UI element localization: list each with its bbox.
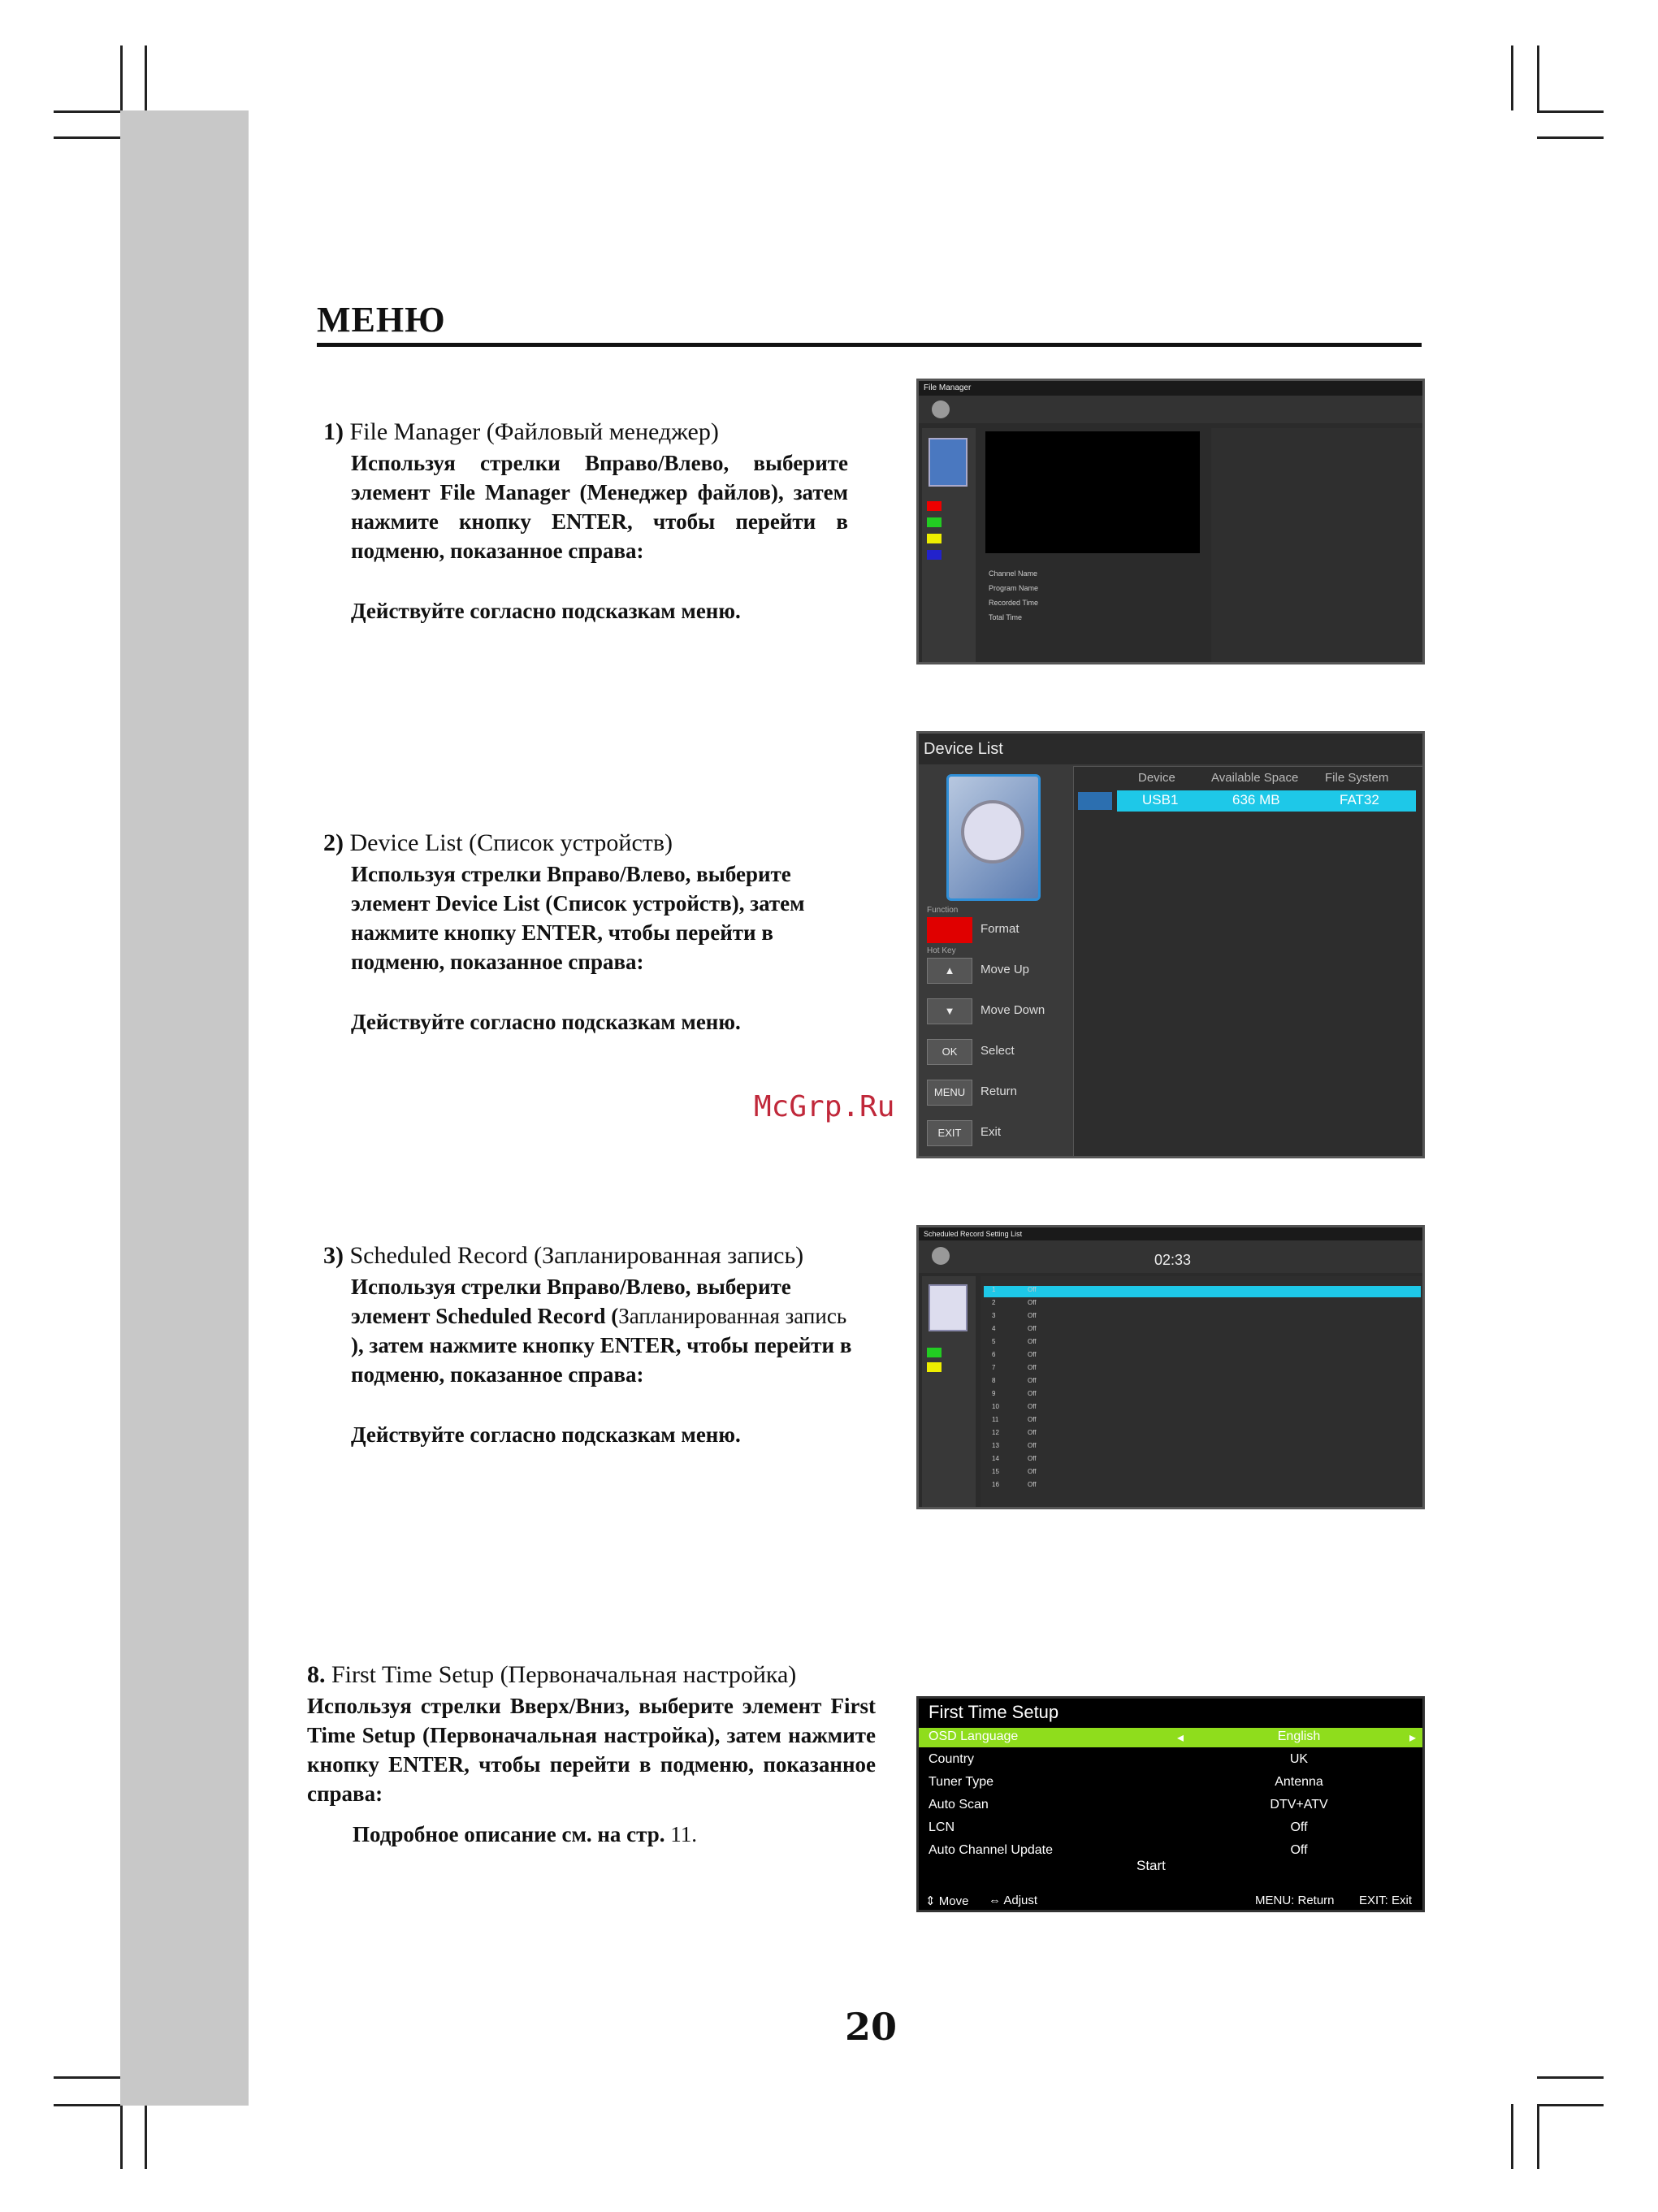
setup-value: English [1277,1729,1321,1743]
record-row[interactable] [984,1403,1421,1414]
disc-icon [932,1247,950,1265]
yellow-key-icon [927,1362,942,1372]
section-note: Подробное описание см. на стр. 11. [353,1822,697,1846]
section-title: File Manager (Файловый менеджер) [349,418,719,445]
heading-rule [317,343,1422,347]
record-number: 2 [992,1299,996,1306]
setup-value: Off [1290,1820,1308,1834]
watermark: McGrp.Ru [754,1090,895,1123]
info-item: Program Name [989,584,1039,592]
record-number: 1 [992,1286,996,1293]
record-row[interactable] [984,1390,1421,1401]
record-number: 16 [992,1481,999,1488]
record-number: 13 [992,1442,999,1449]
record-row[interactable] [984,1429,1421,1440]
record-status: Off [1028,1481,1037,1488]
page-heading: МЕНЮ [317,300,446,340]
crop-mark [54,2076,120,2079]
record-number: 6 [992,1351,996,1358]
usb-icon [1078,792,1112,810]
setup-value: UK [1289,1752,1309,1766]
device-fs: FAT32 [1340,792,1379,807]
blue-key-icon [927,550,942,560]
record-number: 4 [992,1325,996,1332]
crop-mark [145,45,147,110]
adjust-hint: ⇔ Adjust [989,1894,1038,1907]
record-status: Off [1028,1338,1037,1345]
record-status: Off [1028,1468,1037,1475]
crop-mark [54,110,120,113]
section-note: Действуйте согласно подсказкам меню. [351,1422,741,1447]
crop-mark [1537,2104,1539,2169]
crop-mark [1537,136,1604,139]
first-time-setup-screenshot [916,1696,1425,1912]
record-status: Off [1028,1429,1037,1436]
record-row[interactable] [984,1312,1421,1323]
info-item: Channel Name [989,569,1038,578]
green-key-icon [927,517,942,527]
section-device-list [323,829,864,1037]
screen-title: Scheduled Record Setting List [924,1230,1023,1238]
device-list-screenshot [916,731,1425,1158]
record-status: Off [1028,1286,1037,1293]
crop-mark [120,2104,123,2169]
crop-mark [145,2104,147,2169]
info-list [989,566,1038,625]
screen-title: Device List [924,740,1003,758]
menu-return-hint: MENU: Return [1255,1894,1335,1907]
function-label: Function [927,906,959,915]
preview-window [985,431,1200,553]
right-area [1211,428,1422,662]
record-number: 11 [992,1416,999,1423]
section-number: 2) [323,829,344,856]
record-number: 14 [992,1455,999,1462]
record-status: Off [1028,1403,1037,1410]
section-title: Device List (Список устройств) [349,829,673,856]
key-label: Move Up [981,963,1030,976]
section-number: 8. [307,1661,326,1688]
move-hint: ⇕ Move [925,1894,969,1908]
crop-mark [1537,110,1604,113]
info-item: Total Time [989,613,1023,621]
disc-icon [932,400,950,418]
key-select-icon: OK [927,1039,972,1065]
record-status: Off [1028,1364,1037,1371]
record-row[interactable] [984,1299,1421,1310]
record-number: 15 [992,1468,999,1475]
record-row[interactable] [984,1442,1421,1453]
list-icon [929,1284,968,1331]
key-format-icon [927,917,972,943]
record-row[interactable] [984,1338,1421,1349]
record-number: 3 [992,1312,996,1319]
file-manager-screenshot [916,379,1425,664]
record-status: Off [1028,1390,1037,1397]
section-title: First Time Setup (Первоначальная настройка) [331,1661,797,1688]
key-label: Move Down [981,1003,1045,1017]
section-number: 1) [323,418,344,445]
key-label: Return [981,1084,1018,1098]
crop-mark [1537,2104,1604,2106]
record-row[interactable] [984,1286,1421,1297]
page-number: 20 [845,2005,898,2049]
start-button[interactable]: Start [1136,1858,1166,1873]
record-number: 7 [992,1364,996,1371]
record-row[interactable] [984,1325,1421,1336]
crop-mark [1537,45,1539,110]
key-move-down-icon: ▼ [927,998,972,1024]
arrow-left-icon[interactable]: ◂ [1177,1731,1184,1745]
record-number: 8 [992,1377,996,1384]
yellow-key-icon [927,534,942,543]
section-number: 3) [323,1242,344,1269]
hdd-platter [961,800,1024,864]
key-return-icon: MENU [927,1080,972,1106]
record-status: Off [1028,1377,1037,1384]
record-row[interactable] [984,1351,1421,1362]
device-space: 636 MB [1232,792,1280,807]
record-status: Off [1028,1299,1037,1306]
setup-value: DTV+ATV [1270,1798,1328,1812]
record-status: Off [1028,1312,1037,1319]
section-scheduled-record [323,1241,864,1449]
setup-label: OSD Language [929,1729,1019,1743]
section-body: Используя стрелки Вправо/Влево, выберите элемент Device List (Список устройств), затем нажмите кнопку ENTER, чтобы перейти в подменю, показанное справа: [351,862,805,974]
record-row[interactable] [984,1377,1421,1388]
screen-title: File Manager [924,383,972,392]
crop-mark [54,136,120,139]
setup-label: Auto Channel Update [929,1843,1053,1857]
record-number: 9 [992,1390,996,1397]
exit-hint: EXIT: Exit [1359,1894,1413,1907]
section-note: Действуйте согласно подсказкам меню. [351,599,741,623]
record-status: Off [1028,1416,1037,1423]
record-number: 5 [992,1338,996,1345]
record-number: 12 [992,1429,999,1436]
green-key-icon [927,1348,942,1357]
section-file-manager [323,418,848,626]
record-row[interactable] [984,1416,1421,1427]
crop-mark [1511,45,1513,110]
setup-value: Antenna [1275,1775,1323,1789]
setup-value: Off [1290,1843,1308,1857]
record-status: Off [1028,1455,1037,1462]
key-move-up-icon: ▲ [927,958,972,984]
key-label: Exit [981,1125,1002,1139]
crop-mark [1511,2104,1513,2169]
record-row[interactable] [984,1455,1421,1466]
red-key-icon [927,501,942,511]
record-row[interactable] [984,1364,1421,1375]
file-icon [929,438,968,487]
info-item: Recorded Time [989,599,1039,607]
record-row[interactable] [984,1481,1421,1492]
setup-label: Auto Scan [929,1798,989,1812]
arrow-right-icon[interactable]: ▸ [1409,1731,1417,1745]
key-label: Select [981,1044,1015,1058]
section-body: Используя стрелки Вправо/Влево, выберите элемент File Manager (Менеджер файлов), затем нажмите кнопку ENTER, чтобы перейти в подменю, показанное справа: [351,451,848,563]
clock: 02:33 [1154,1252,1192,1268]
hotkey-label: Hot Key [927,946,956,955]
device-table [1073,766,1424,1158]
key-exit-icon: EXIT [927,1120,972,1146]
crop-mark [120,45,123,110]
record-status: Off [1028,1351,1037,1358]
section-note: Действуйте согласно подсказкам меню. [351,1010,741,1034]
section-body: Используя стрелки Вверх/Вниз, выберите элемент First Time Setup (Первоначальная настройка), затем нажмите кнопку ENTER, чтобы перейти в подменю, показанное справа: [307,1694,876,1806]
crop-mark [1537,2076,1604,2079]
device-name: USB1 [1142,792,1179,807]
record-status: Off [1028,1325,1037,1332]
side-bar [120,110,249,2106]
col-file-system: File System [1325,771,1389,785]
scheduled-record-screenshot [916,1225,1425,1509]
setup-label: Tuner Type [929,1775,994,1789]
section-title: Scheduled Record (Запланированная запись) [349,1242,804,1269]
section-body: Используя стрелки Вправо/Влево, выберите элемент Scheduled Record (Запланированная запись ), затем нажмите кнопку ENTER, чтобы перейти в подменю, показанное справа: [351,1275,852,1387]
screen-title: First Time Setup [929,1702,1059,1722]
record-row[interactable] [984,1468,1421,1479]
setup-label: Country [929,1752,975,1766]
crop-mark [54,2104,120,2106]
setup-label: LCN [929,1820,955,1834]
col-available-space: Available Space [1211,771,1299,785]
key-label: Format [981,922,1019,936]
header-strip [919,396,1422,423]
record-number: 10 [992,1403,999,1410]
col-device: Device [1138,771,1175,785]
section-first-time-setup [307,1660,876,1849]
record-status: Off [1028,1442,1037,1449]
